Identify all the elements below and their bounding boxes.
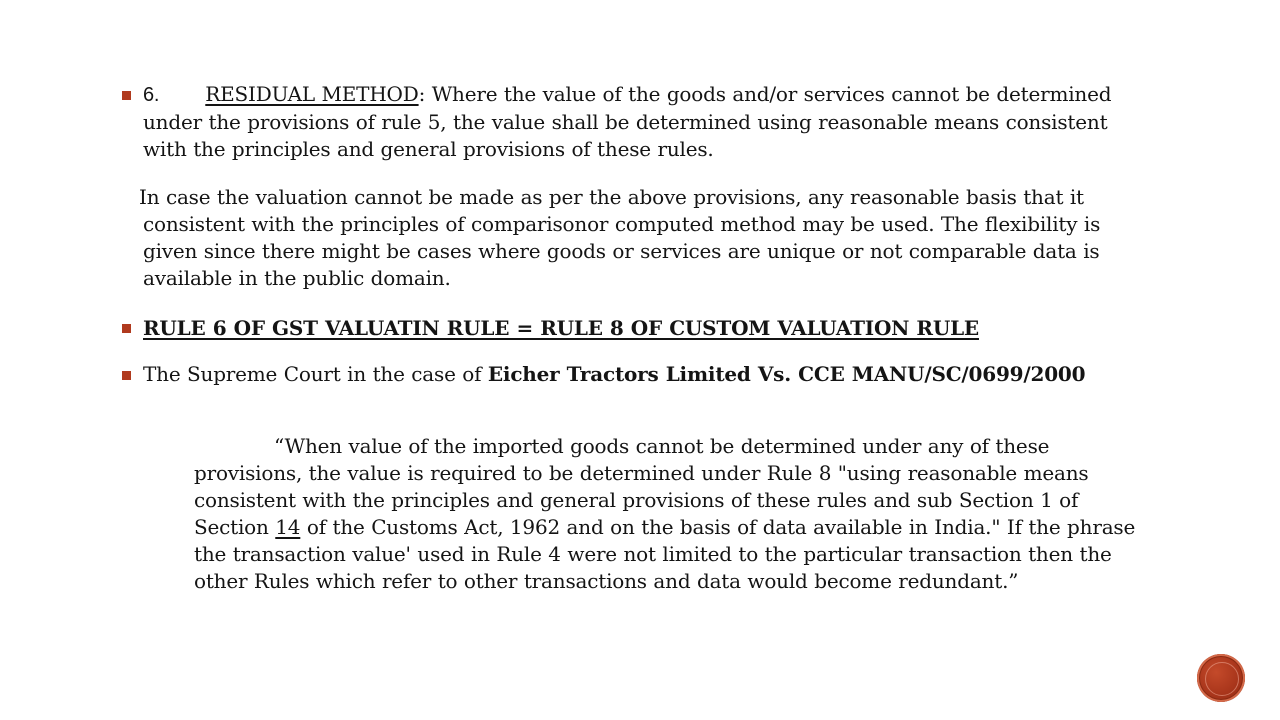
court-quote (194, 433, 1154, 595)
case-name: Eicher Tractors Limited Vs. CCE MANU/SC/0699/2000 (487, 362, 1086, 386)
residual-method-heading: RESIDUAL METHOD (205, 82, 419, 106)
square-bullet-icon (122, 91, 131, 100)
square-bullet-icon (122, 324, 131, 333)
case-reference-item (143, 361, 1153, 388)
quote-part-1: “When value of the imported goods cannot be determined under any of these provisions, the value is required to be determined under Rule 8 "using reasonable means consistent with the principles and general provisions of these rules and sub Section 1 of Section (194, 434, 1089, 539)
rule-heading (143, 315, 1153, 342)
section-14-link[interactable]: 14 (275, 515, 301, 539)
valuation-paragraph: In case the valuation cannot be made as per the above provisions, any reasonable basis that it consistent with the principles of comparisonor computed method may be used. The flexibility is given since there might be cases where goods or services are unique or not comparable data is available in the public domain. (139, 185, 1101, 290)
square-bullet-icon (122, 371, 131, 380)
circular-seal-logo-icon (1197, 654, 1245, 702)
item-number: 6. (143, 84, 160, 106)
residual-method-text: : Where the value of the goods and/or services cannot be determined under the provisions of rule 5, the value shall be determined using reasonable means consistent with the principles and general provisions of these rules. (143, 82, 1112, 161)
rule-equivalence-heading: RULE 6 OF GST VALUATIN RULE = RULE 8 OF CUSTOM VALUATION RULE (143, 316, 979, 340)
residual-method-item (143, 81, 1153, 163)
case-prefix: The Supreme Court in the case of (143, 362, 488, 386)
quote-part-2: of the Customs Act, 1962 and on the basis of data available in India." If the phrase the transaction value' used in Rule 4 were not limited to the particular transaction then the other Rules which refer to other transactions and data would become redundant.” (194, 515, 1136, 593)
